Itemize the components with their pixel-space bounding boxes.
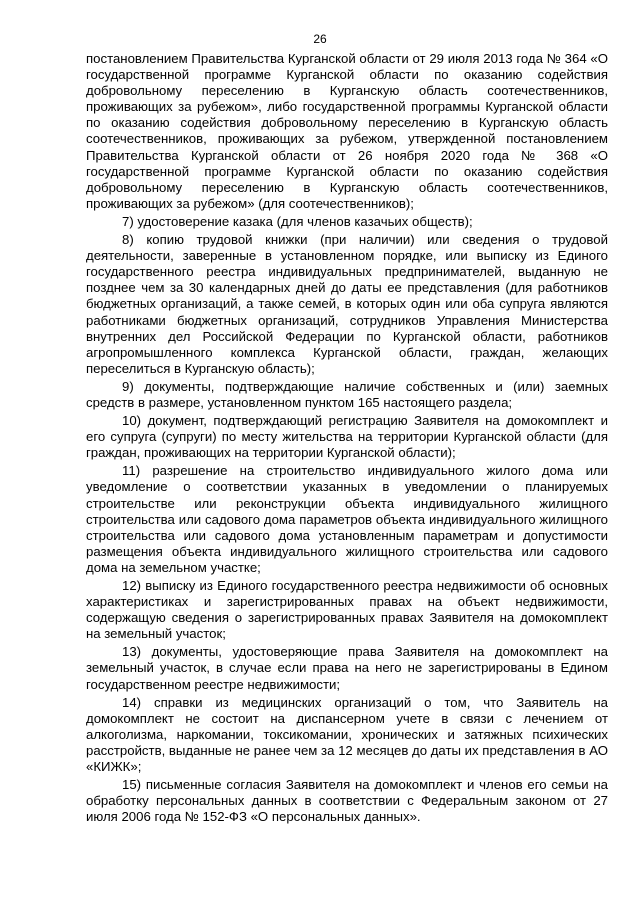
list-item-10: 10) документ, подтверждающий регистрацию Заявителя на домокомплект и его супруга (супруги) по месту жительства на территории Курганской области (для граждан, проживающих на территории Курганской области); (86, 413, 608, 461)
list-item-15: 15) письменные согласия Заявителя на домокомплект и членов его семьи на обработку персональных данных в соответствии с Федеральным законом от 27 июля 2006 года № 152-ФЗ «О персональных данных». (86, 777, 608, 825)
list-item-7: 7) удостоверение казака (для членов казачьих обществ); (122, 213, 473, 229)
list-item-13: 13) документы, удостоверяющие права Заявителя на домокомплект на земельный участок, в случае если права на него не зарегистрированы в Едином государственном реестре недвижимости; (86, 644, 608, 692)
list-item-14: 14) справки из медицинских организаций о том, что Заявитель на домокомплект не состоит на диспансерном учете в связи с лечением от алкоголизма, наркомании, токсикомании, хронических и затяжных психических расстройств, выданные не ранее чем за 12 месяцев до даты их представления в АО «КИЖК»; (86, 694, 608, 775)
page-number: 26 (313, 32, 327, 46)
paragraph-continuation: постановлением Правительства Курганской области от 29 июля 2013 года № 364 «О государственной программе Курганской области по оказанию содействия добровольному переселению в Курганскую область соотечественников, проживающих за рубежом», либо государственной программы Курганской области по оказанию содействия добровольному переселению в Курганскую область соотечественников, проживающих за рубежом, утвержденной постановлением Правительства Курганской области от 26 ноября 2020 года № 368 «О государственной программе Курганской области по оказанию содействия добровольному переселению в Курганскую область соотечественников, проживающих за рубежом» (для соотечественников); (86, 51, 608, 211)
list-item-11: 11) разрешение на строительство индивидуального жилого дома или уведомление о соответствии указанных в уведомлении о планируемых строительстве или реконструкции объекта индивидуального жилищного строительства или садового дома параметров объекта индивидуального жилищного строительства или садового дома установленным параметрам и допустимости размещения объекта индивидуального жилищного строительства или садового дома на земельном участке; (86, 463, 608, 575)
document-body (86, 51, 608, 825)
list-item-9: 9) документы, подтверждающие наличие собственных и (или) заемных средств в размере, установленном пунктом 165 настоящего раздела; (86, 378, 608, 410)
list-item-8: 8) копию трудовой книжки (при наличии) или сведения о трудовой деятельности, заверенные в установленном порядке, или выписку из Единого государственного реестра индивидуальных предпринимателей, выданную не позднее чем за 30 календарных дней до даты ее представления (для работников бюджетных организаций, а также семей, в которых один или оба супруга являются работниками бюджетных организаций, сотрудников Управления Министерства внутренних дел Российской Федерации по Курганской области, работников агропромышленного комплекса Курганской области, граждан, желающих переселиться в Курганскую область); (86, 232, 608, 376)
list-item-12: 12) выписку из Единого государственного реестра недвижимости об основных характеристиках и зарегистрированных правах на объект недвижимости, содержащую сведения о зарегистрированных правах Заявителя на домокомплект на земельный участок; (86, 578, 608, 642)
